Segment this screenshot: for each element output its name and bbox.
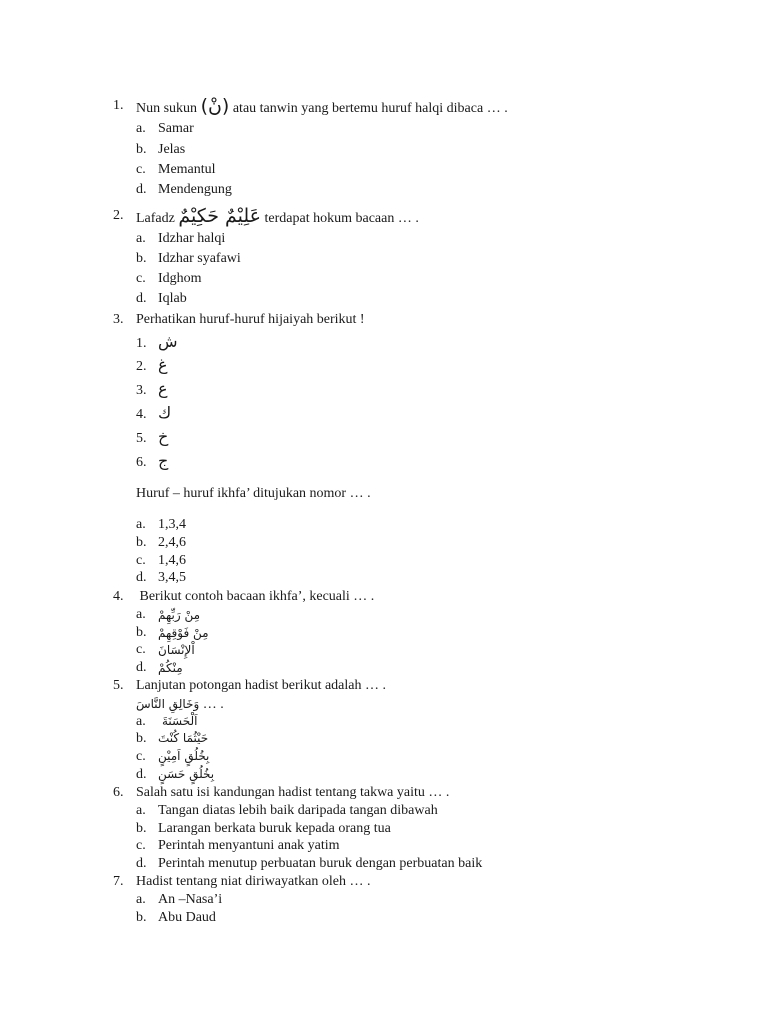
question-3-option-c[interactable]: 1,4,6 [158, 553, 186, 568]
question-5-option-c[interactable]: بِخُلُقٍ اَمِيْنٍ [158, 749, 210, 763]
letter-6-number: 6. [136, 455, 147, 470]
question-4-option-d[interactable]: مِنْكُمْ [158, 661, 183, 675]
question-6-option-c-letter: c. [136, 838, 146, 853]
question-1-option-a[interactable]: Samar [158, 121, 194, 136]
letter-5-number: 5. [136, 431, 147, 446]
question-3-option-c-letter: c. [136, 553, 146, 568]
question-7-text: Hadist tentang niat diriwayatkan oleh … . [136, 874, 371, 889]
question-5-text: Lanjutan potongan hadist berikut adalah … . [136, 678, 386, 693]
question-6-option-a-letter: a. [136, 803, 146, 818]
question-4-number: 4. [113, 589, 124, 604]
question-2-option-d-letter: d. [136, 291, 147, 306]
letter-3-number: 3. [136, 383, 147, 398]
question-1-text-before: Nun sukun [136, 101, 198, 116]
question-5-option-b-letter: b. [136, 731, 147, 746]
question-1-option-d-letter: d. [136, 182, 147, 197]
question-3-option-d[interactable]: 3,4,5 [158, 570, 186, 585]
question-4-option-b[interactable]: مِنْ فَوْقِهِمْ [158, 626, 209, 640]
question-6-option-d-letter: d. [136, 856, 147, 871]
question-3-prompt: Huruf – huruf ikhfa’ ditujukan nomor … . [136, 486, 371, 501]
letter-4-arabic: ك [158, 403, 172, 422]
question-4-option-d-letter: d. [136, 660, 147, 675]
letter-4-number: 4. [136, 407, 147, 422]
question-5-option-c-letter: c. [136, 749, 146, 764]
question-2-arabic: عَلِيْمٌ حَكِيْمٌ [178, 205, 262, 227]
question-4-option-b-letter: b. [136, 625, 147, 640]
question-7-option-b[interactable]: Abu Daud [158, 910, 216, 925]
question-5-option-a[interactable]: اَلْحَسَنَةَ [162, 714, 198, 728]
question-2-option-b[interactable]: Idzhar syafawi [158, 251, 241, 266]
question-1-option-a-letter: a. [136, 121, 146, 136]
question-4-option-a-letter: a. [136, 607, 146, 622]
question-1-text-after: atau tanwin yang bertemu huruf halqi dibaca … . [232, 101, 508, 116]
question-6-option-b[interactable]: Larangan berkata buruk kepada orang tua [158, 821, 391, 836]
letter-1-arabic: ش [158, 332, 178, 351]
question-5-option-b[interactable]: حَيْثُمَا كُنْتَ [158, 731, 209, 745]
question-4-option-c[interactable]: اْلإِنْسَانَ [158, 643, 195, 657]
question-3-option-d-letter: d. [136, 570, 147, 585]
question-2-text-after: terdapat hokum bacaan … . [264, 211, 419, 226]
question-2-option-b-letter: b. [136, 251, 147, 266]
question-3-option-b-letter: b. [136, 535, 147, 550]
question-7-option-b-letter: b. [136, 910, 147, 925]
question-5-arabic-line [136, 696, 224, 713]
question-2-text [136, 205, 419, 227]
question-5-option-d-letter: d. [136, 767, 147, 782]
question-2-text-before: Lafadz [136, 211, 175, 226]
question-1-option-c[interactable]: Memantul [158, 162, 216, 177]
question-6-number: 6. [113, 785, 124, 800]
letter-2-number: 2. [136, 359, 147, 374]
question-3-option-a-letter: a. [136, 517, 146, 532]
question-3-text: Perhatikan huruf-huruf hijaiyah berikut ! [136, 312, 365, 327]
question-2-option-d[interactable]: Iqlab [158, 291, 187, 306]
question-2-option-c[interactable]: Idghom [158, 271, 202, 286]
question-5-option-a-letter: a. [136, 714, 146, 729]
question-2-option-a[interactable]: Idzhar halqi [158, 231, 226, 246]
question-1-option-c-letter: c. [136, 162, 146, 177]
question-6-option-c[interactable]: Perintah menyantuni anak yatim [158, 838, 340, 853]
question-4-text: Berikut contoh bacaan ikhfa’, kecuali … . [136, 589, 375, 604]
letter-6-arabic: ج [158, 451, 169, 470]
question-7-option-a-letter: a. [136, 892, 146, 907]
letter-2-arabic: غ [158, 355, 168, 374]
question-1-option-d[interactable]: Mendengung [158, 182, 232, 197]
question-6-option-d[interactable]: Perintah menutup perbuatan buruk dengan perbuatan baik [158, 856, 483, 871]
question-5-arabic-phrase: وَخَالِقِ النَّاسَ [136, 697, 200, 711]
letter-3-arabic: ع [158, 379, 168, 398]
question-5-arabic-suffix: … . [202, 697, 224, 712]
question-2-option-c-letter: c. [136, 271, 146, 286]
question-6-option-b-letter: b. [136, 821, 147, 836]
question-1-arabic: (نْ) [200, 95, 230, 117]
letter-1-number: 1. [136, 336, 147, 351]
question-1-option-b-letter: b. [136, 142, 147, 157]
question-6-text: Salah satu isi kandungan hadist tentang takwa yaitu … . [136, 785, 450, 800]
question-7-option-a[interactable]: An –Nasa’i [158, 892, 223, 907]
question-3-number: 3. [113, 312, 124, 327]
question-4-option-a[interactable]: مِنْ رَبِّهِمْ [158, 608, 201, 622]
question-1-option-b[interactable]: Jelas [158, 142, 186, 157]
question-2-option-a-letter: a. [136, 231, 146, 246]
question-3-option-b[interactable]: 2,4,6 [158, 535, 186, 550]
question-4-option-c-letter: c. [136, 642, 146, 657]
question-6-option-a[interactable]: Tangan diatas lebih baik daripada tangan dibawah [158, 803, 438, 818]
letter-5-arabic: خ [158, 427, 169, 446]
question-3-option-a[interactable]: 1,3,4 [158, 517, 186, 532]
question-1-text [136, 95, 508, 117]
question-2-number: 2. [113, 208, 124, 223]
question-5-number: 5. [113, 678, 124, 693]
question-7-number: 7. [113, 874, 124, 889]
question-1-number: 1. [113, 98, 124, 113]
question-5-option-d[interactable]: بِخُلُقٍ حَسَنٍ [158, 767, 215, 781]
